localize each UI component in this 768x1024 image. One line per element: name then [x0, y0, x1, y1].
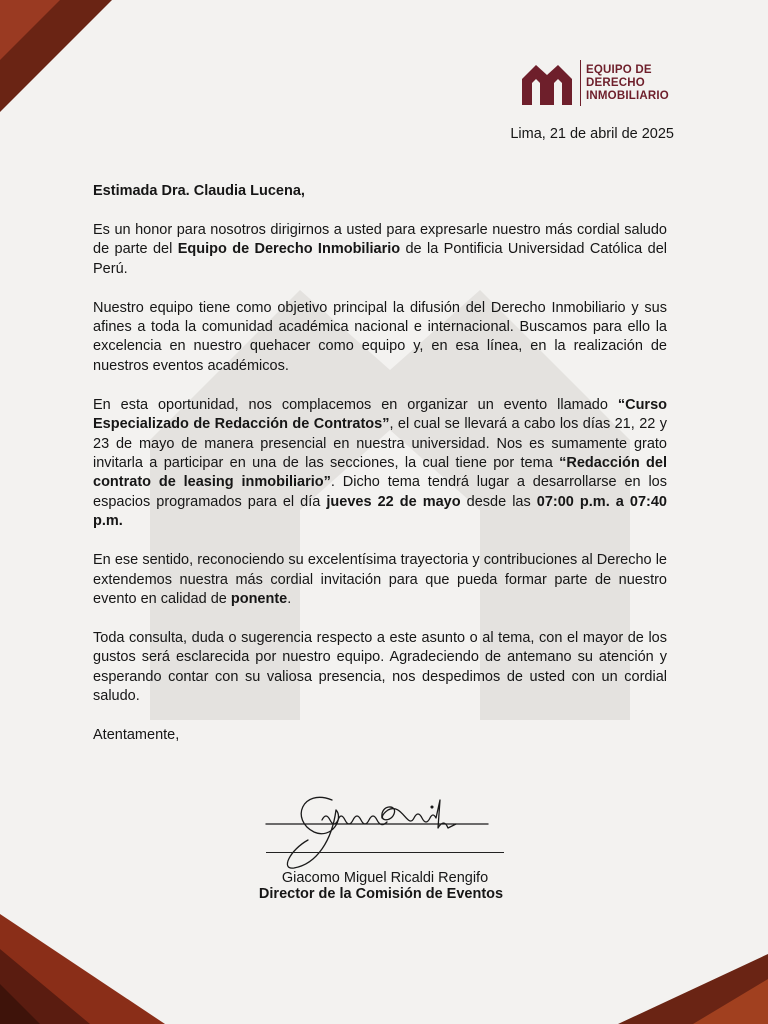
bold-text-run: jueves 22 de mayo: [326, 493, 461, 510]
letter-date: Lima, 21 de abril de 2025: [510, 126, 674, 142]
signer-title: Director de la Comisión de Eventos: [258, 886, 504, 902]
handwritten-signature: [262, 780, 512, 872]
bold-text-run: ponente: [230, 590, 288, 607]
bottom-right-corner-decoration: [598, 954, 768, 1024]
text-run: . Dicho tema tendrá lugar a desarrollarse en los espacios programados para el día: [93, 474, 667, 510]
text-run: .: [287, 590, 292, 607]
text-run: , el cual se llevará a cabo los días 21, 22 y 23 de mayo de manera presencial en nuestra universidad. Nos es sumamente grato invitarla a participar en una de las secciones, la cual tiene por tema: [93, 416, 667, 471]
text-run: En ese sentido, reconociendo su excelentísima trayectoria y contribuciones al Derecho le extendemos nuestra más cordial invitación para que pueda formar parte de nuestro evento en calidad de: [93, 552, 667, 607]
logo-line-1: EQUIPO DE: [586, 63, 652, 76]
logo-line-2: DERECHO: [586, 76, 645, 89]
paragraph-4: [93, 551, 667, 609]
closing: Atentamente,: [93, 726, 180, 743]
text-run: desde las: [460, 493, 537, 510]
bottom-left-corner-decoration: [0, 914, 180, 1024]
text-run: de la Pontificia Universidad Católica del Perú.: [93, 241, 667, 277]
brand-logo: [520, 60, 669, 106]
bold-text-run: Equipo de Derecho Inmobiliario: [177, 241, 401, 258]
paragraph-5: [93, 629, 667, 707]
logo-text: [580, 60, 669, 106]
text-run: En esta oportunidad, nos complacemos en organizar un evento llamado: [93, 396, 618, 413]
signature-line: [266, 852, 504, 853]
bold-text-run: 07:00 p.m. a 07:40 p.m.: [93, 493, 667, 530]
greeting: Estimada Dra. Claudia Lucena,: [93, 183, 305, 199]
top-left-corner-decoration: [0, 0, 120, 120]
text-run: Toda consulta, duda o sugerencia respecto a este asunto o al tema, con el mayor de los gustos será esclarecida por nuestro equipo. Agradeciendo de antemano su atención y esperando contar con su valiosa presencia, nos despedimos de usted con un cordial saludo.: [93, 629, 667, 705]
paragraph-3: [93, 396, 667, 532]
logo-line-3: INMOBILIARIO: [586, 89, 669, 102]
bold-text-run: “Curso Especializado de Redacción de Contratos”: [93, 396, 667, 433]
text-run: Nuestro equipo tiene como objetivo principal la difusión del Derecho Inmobiliario y sus afines a toda la comunidad académica nacional e internacional. Buscamos para ello la excelencia en nuestro quehacer como equipo y, en esa línea, en la realización de nuestros eventos académicos.: [93, 299, 667, 374]
signer-name: Giacomo Miguel Ricaldi Rengifo: [281, 870, 489, 886]
text-run: Es un honor para nosotros dirigirnos a usted para expresarle nuestro más cordial saludo de parte del: [93, 221, 667, 258]
letter-body: [93, 182, 667, 765]
paragraph-1: [93, 221, 667, 279]
paragraph-2: [93, 299, 667, 377]
bold-text-run: “Redacción del contrato de leasing inmobiliario”: [93, 454, 667, 491]
house-logo-icon: [520, 61, 574, 105]
